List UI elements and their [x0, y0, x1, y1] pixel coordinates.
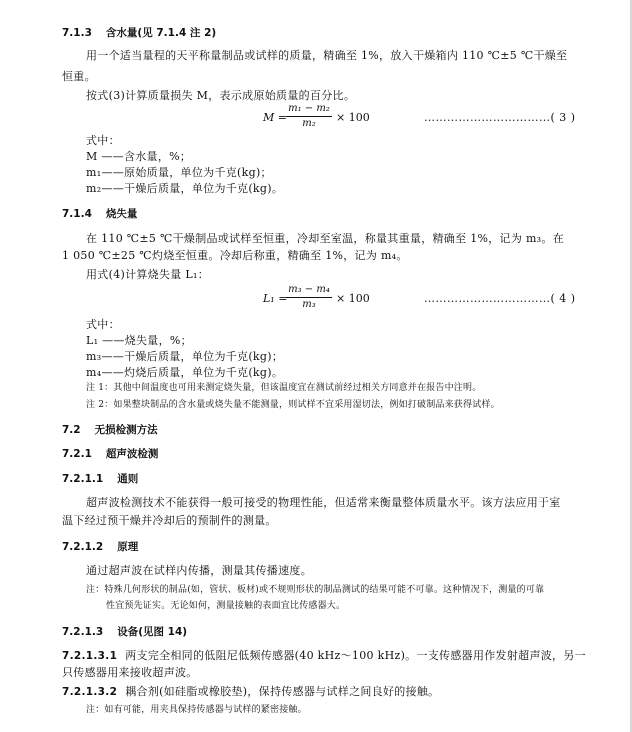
- section-title: 烧失量: [105, 208, 138, 220]
- equation-fraction: [286, 103, 332, 130]
- note: 注 1：其他中间温度也可用来测定烧失量，但该温度宜在测试前经过相关方同意并在报告中注明。: [86, 383, 482, 393]
- paragraph-line: 超声波检测技术不能获得一般可接受的物理性能，但适常来衡量整体质量水平。该方法应用于室: [86, 496, 561, 509]
- section-title: 原理: [117, 541, 139, 553]
- section-number: 7.2.1.3: [62, 626, 104, 638]
- section-title: 超声波检测: [105, 448, 159, 460]
- equation-rhs: × 100: [336, 292, 370, 305]
- where-label: 式中：: [86, 134, 120, 147]
- section-heading-7-2-1-2: [62, 540, 138, 554]
- variable-definition: L₁ ——烧失量，%；: [86, 334, 192, 347]
- equation-lhs: L₁ =: [263, 292, 288, 305]
- section-number: 7.2.1.1: [62, 473, 104, 485]
- section-number: 7.2.1: [62, 448, 92, 460]
- variable-definition: M ——含水量，%；: [86, 150, 192, 163]
- clause-text: 两支完全相同的低阻尼低频传感器(40 kHz～100 kHz)。一支传感器用作发射超声波，另一: [125, 649, 586, 662]
- paragraph-line: 按式(3)计算质量损失 M，表示成原始质量的百分比。: [86, 89, 356, 102]
- section-title: 设备(见图 14): [117, 626, 188, 638]
- note-continuation: 性宜预先证实。无论如何，测量接触的表面宜比传感器大。: [106, 601, 346, 611]
- paragraph-line: 在 110 ℃±5 ℃干燥制品或试样至恒重，冷却至室温，称量其重量，精确至 1%，记为 m₃。在: [86, 232, 564, 245]
- fraction-bar: [286, 297, 332, 298]
- section-heading-7-1-3: [62, 26, 216, 40]
- section-title: 无损检测方法: [94, 424, 158, 436]
- variable-definition: m₃——干燥后质量，单位为千克(kg)；: [86, 350, 284, 363]
- section-heading-7-2: [62, 423, 158, 437]
- equation-4: [0, 284, 632, 316]
- fraction-bar: [286, 116, 332, 117]
- section-heading-7-2-1-1: [62, 472, 138, 486]
- paragraph-line: 用一个适当量程的天平称量制品或试样的质量，精确至 1%，放入干燥箱内 110 ℃±5 ℃干燥至: [86, 49, 568, 62]
- note: 注 2：如果整块制品的含水量或烧失量不能测量，则试样不宜采用湿切法，例如打破制品来获得试样。: [86, 400, 500, 410]
- section-number: 7.1.4: [62, 208, 92, 220]
- where-label: 式中：: [86, 318, 120, 331]
- fraction-denominator: m₂: [302, 118, 316, 129]
- section-number: 7.2.1.2: [62, 541, 104, 553]
- section-title: 通则: [117, 473, 139, 485]
- variable-definition: m₁——原始质量，单位为千克(kg)；: [86, 166, 272, 179]
- section-heading-7-2-1: [62, 447, 158, 461]
- equation-rhs: × 100: [336, 111, 370, 124]
- section-number: 7.2: [62, 424, 81, 436]
- section-heading-7-1-4: [62, 207, 137, 221]
- note: 注：特殊几何形状的制品(如，管状、板材)或不规则形状的制品测试的结果可能不可靠。这种情况下，测量的可靠: [86, 585, 545, 595]
- fraction-numerator: m₁ − m₂: [288, 103, 330, 114]
- equation-3: [0, 103, 632, 135]
- equation-fraction: [286, 284, 332, 311]
- paragraph-line: 只传感器用来接收超声波。: [62, 666, 198, 679]
- paragraph-line: 用式(4)计算烧失量 L₁：: [86, 268, 209, 281]
- note: 注：如有可能，用夹具保持传感器与试样的紧密接触。: [86, 705, 307, 715]
- paragraph-line: 温下经过预干燥并冷却后的预制件的测量。: [62, 514, 277, 527]
- clause-number: 7.2.1.3.2: [62, 686, 118, 698]
- variable-definition: m₄——灼烧后质量，单位为千克(kg)。: [86, 366, 284, 379]
- paragraph-line: 1 050 ℃±25 ℃灼烧至恒重。冷却后称重，精确至 1%，记为 m₄。: [62, 249, 408, 262]
- fraction-numerator: m₃ − m₄: [288, 284, 330, 295]
- paragraph-line: 恒重。: [62, 70, 96, 83]
- paragraph-line: 通过超声波在试样内传播，测量其传播速度。: [86, 564, 312, 577]
- clause-7-2-1-3-1: [62, 649, 586, 663]
- equation-number: ……………………………( 3 ): [424, 111, 576, 124]
- variable-definition: m₂——干燥后质量，单位为千克(kg)。: [86, 182, 284, 195]
- equation-number: ……………………………( 4 ): [424, 292, 576, 305]
- section-heading-7-2-1-3: [62, 625, 187, 639]
- clause-text: 耦合剂(如硅脂或橡胶垫)，保持传感器与试样之间良好的接触。: [125, 685, 440, 698]
- equation-lhs: M =: [263, 111, 287, 124]
- clause-number: 7.2.1.3.1: [62, 650, 118, 662]
- fraction-denominator: m₃: [302, 299, 316, 310]
- clause-7-2-1-3-2: [62, 685, 439, 699]
- section-number: 7.1.3: [62, 27, 92, 39]
- section-title: 含水量(见 7.1.4 注 2): [105, 27, 217, 39]
